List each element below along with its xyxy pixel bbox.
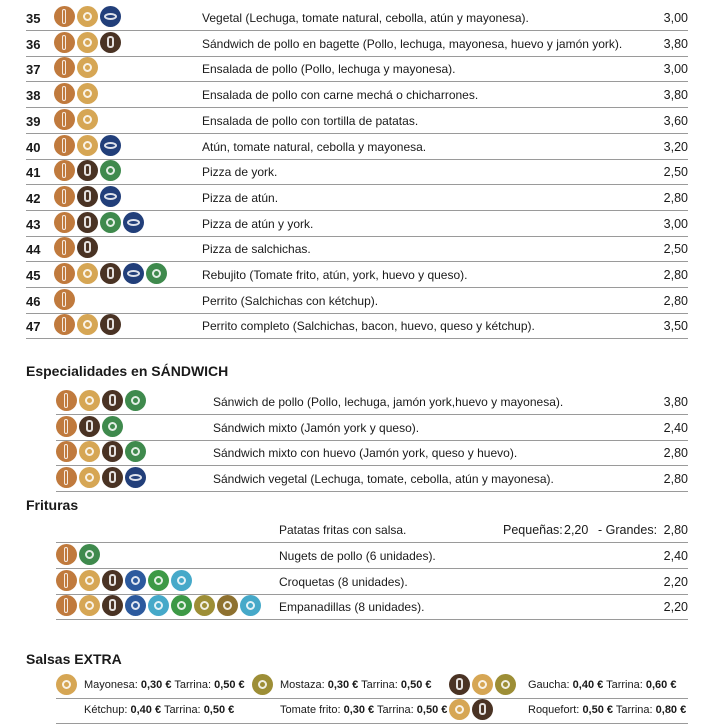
allergen-icons <box>54 212 144 233</box>
salsa-row <box>56 673 688 699</box>
gluten-icon <box>54 135 75 156</box>
milk-icon <box>449 674 470 695</box>
allergen-icons <box>56 390 146 411</box>
soy-icon <box>125 441 146 462</box>
item-description: Sándwich de pollo en bagette (Pollo, lechuga, mayonesa, huevo y jamón york). <box>202 36 623 51</box>
salsa-name: Gaucha: <box>528 679 570 691</box>
tarrina-label: Tarrina: <box>615 704 653 716</box>
egg-icon <box>79 441 100 462</box>
milk-icon <box>100 263 121 284</box>
tarrina-price: 0,50 € <box>214 679 245 691</box>
salsa-item <box>84 704 234 716</box>
gluten-icon <box>54 289 75 310</box>
salsa-name: Tomate frito: <box>280 704 341 716</box>
allergen-icons <box>449 699 493 720</box>
item-description: Empanadillas (8 unidades). <box>279 600 425 614</box>
item-number: 38 <box>26 88 41 104</box>
milk-icon <box>77 237 98 258</box>
egg-icon <box>77 83 98 104</box>
fish-icon <box>125 467 146 488</box>
fritura-row <box>56 594 688 620</box>
item-number: 39 <box>26 113 41 129</box>
gluten-icon <box>56 467 77 488</box>
egg-icon <box>79 467 100 488</box>
menu-item-row <box>26 134 688 160</box>
item-description: Rebujito (Tomate frito, atún, york, huevo y queso). <box>202 268 468 282</box>
section-title-sandwich: Especialidades en SÁNDWICH <box>26 363 229 379</box>
allergen-icons <box>56 595 261 616</box>
crustacean-icon <box>125 570 146 591</box>
egg-icon <box>77 6 98 27</box>
section-title-salsas: Salsas EXTRA <box>26 651 122 667</box>
egg-icon <box>77 263 98 284</box>
allergen-icons <box>54 263 167 284</box>
tarrina-price: 0,80 € <box>655 704 687 716</box>
gluten-icon <box>56 441 77 462</box>
milk-icon <box>102 570 123 591</box>
menu-item-row <box>26 211 688 237</box>
item-price: 3,80 <box>663 36 688 51</box>
size-small-label: Pequeñas: <box>503 523 563 537</box>
size-large-price: 2,80 <box>663 523 688 537</box>
gluten-icon <box>56 595 77 616</box>
item-number: 40 <box>26 139 41 155</box>
menu-item-row <box>26 159 688 185</box>
item-description: Pizza de atún. <box>202 190 279 205</box>
soy-icon <box>100 212 121 233</box>
allergen-icons <box>54 32 121 53</box>
item-price: 2,80 <box>663 190 688 205</box>
allergen-icons <box>56 416 123 437</box>
tarrina-label: Tarrina: <box>163 704 201 716</box>
allergen-icons <box>54 135 121 156</box>
item-description: Sánwich de pollo (Pollo, lechuga, jamón york,huevo y mayonesa). <box>213 395 564 409</box>
allergen-icons <box>56 467 146 488</box>
tarrina-label: Tarrina: <box>377 704 414 716</box>
egg-icon <box>77 32 98 53</box>
menu-item-row <box>26 31 688 57</box>
milk-icon <box>100 32 121 53</box>
item-price: 2,50 <box>663 242 688 257</box>
sandwich-row <box>56 415 688 441</box>
soy-icon <box>102 416 123 437</box>
sesame-icon <box>217 595 238 616</box>
mustard-icon <box>252 674 273 695</box>
tarrina-price: 0,60 € <box>645 679 677 691</box>
gluten-icon <box>54 263 75 284</box>
sandwich-row <box>56 466 688 492</box>
salsa-item <box>528 679 676 691</box>
item-number: 41 <box>26 165 41 181</box>
mollusc-icon <box>240 595 261 616</box>
salsa-price: 0,30 € <box>140 679 172 691</box>
celery-icon <box>171 595 192 616</box>
item-price: 2,80 <box>663 446 688 460</box>
egg-icon <box>77 109 98 130</box>
item-price: 2,80 <box>663 293 688 308</box>
egg-icon <box>79 390 100 411</box>
milk-icon <box>100 314 121 335</box>
tarrina-label: Tarrina: <box>606 679 643 691</box>
patatas-row <box>56 517 688 543</box>
gluten-icon <box>54 314 75 335</box>
milk-icon <box>77 160 98 181</box>
allergen-icons <box>449 674 516 695</box>
salsa-name: Kétchup: <box>84 704 128 716</box>
item-description: Pizza de york. <box>202 165 278 180</box>
allergen-icons <box>252 674 273 695</box>
salsa-price: 0,40 € <box>572 679 604 691</box>
item-price: 2,20 <box>663 600 688 614</box>
gluten-icon <box>54 237 75 258</box>
allergen-icons <box>54 6 121 27</box>
item-price: 3,00 <box>663 11 688 25</box>
allergen-icons <box>54 289 75 310</box>
salsa-name: Roquefort: <box>528 704 580 716</box>
item-description: Perrito completo (Salchichas, bacon, huevo, queso y kétchup). <box>202 319 535 334</box>
gluten-icon <box>54 83 75 104</box>
allergen-icons <box>54 109 98 130</box>
item-number: 36 <box>26 36 41 52</box>
allergen-icons <box>56 441 146 462</box>
allergen-icons <box>56 570 192 591</box>
crustacean-icon <box>125 595 146 616</box>
mollusc-icon <box>171 570 192 591</box>
item-description: Pizza de salchichas. <box>202 242 311 257</box>
menu-item-row <box>26 313 688 339</box>
fish-icon <box>100 6 121 27</box>
item-number: 37 <box>26 62 41 78</box>
item-price: 2,40 <box>663 549 688 563</box>
milk-icon <box>77 212 98 233</box>
menu-item-row <box>26 185 688 211</box>
salsa-name: Mayonesa: <box>84 679 138 691</box>
item-price: 3,00 <box>663 62 688 77</box>
milk-icon <box>102 467 123 488</box>
egg-icon <box>472 674 493 695</box>
tarrina-label: Tarrina: <box>361 679 398 691</box>
tarrina-price: 0,50 € <box>416 704 448 716</box>
egg-icon <box>79 595 100 616</box>
fish-icon <box>123 263 144 284</box>
gluten-icon <box>54 160 75 181</box>
gluten-icon <box>56 570 77 591</box>
salsa-price: 0,30 € <box>327 679 359 691</box>
milk-icon <box>102 390 123 411</box>
fish-icon <box>123 212 144 233</box>
gluten-icon <box>54 57 75 78</box>
salsa-item <box>84 679 245 691</box>
item-price: 2,80 <box>663 471 688 486</box>
soy-icon <box>100 160 121 181</box>
item-description: Patatas fritas con salsa. <box>279 523 407 537</box>
egg-icon <box>77 314 98 335</box>
item-price: 2,40 <box>663 420 688 435</box>
fish-icon <box>100 135 121 156</box>
mustard-icon <box>495 674 516 695</box>
item-price: 3,80 <box>663 395 688 409</box>
fritura-row <box>56 543 688 569</box>
allergen-icons <box>54 237 98 258</box>
item-price: 3,80 <box>663 88 688 103</box>
menu-item-row <box>26 56 688 82</box>
gluten-icon <box>54 109 75 130</box>
item-number: 35 <box>26 11 41 26</box>
sandwich-row <box>56 440 688 466</box>
salsa-name: Mostaza: <box>280 679 325 691</box>
egg-icon <box>77 57 98 78</box>
soy-icon <box>79 544 100 565</box>
item-number: 43 <box>26 216 41 232</box>
item-price: 3,20 <box>663 139 688 154</box>
allergen-icons <box>56 544 100 565</box>
item-description: Croquetas (8 unidades). <box>279 574 408 589</box>
item-price: 2,20 <box>663 574 688 589</box>
item-number: 47 <box>26 319 41 335</box>
soy-icon <box>125 390 146 411</box>
allergen-icons <box>54 160 121 181</box>
menu-item-row <box>26 236 688 262</box>
item-price: 3,50 <box>663 319 688 334</box>
item-price: 2,80 <box>663 268 688 282</box>
salsa-row <box>56 698 688 724</box>
gluten-icon <box>56 416 77 437</box>
item-number: 44 <box>26 242 41 258</box>
allergen-icons <box>54 83 98 104</box>
milk-icon <box>472 699 493 720</box>
item-price: 2,50 <box>663 165 688 180</box>
tarrina-price: 0,50 € <box>400 679 432 691</box>
milk-icon <box>102 441 123 462</box>
gluten-icon <box>56 544 77 565</box>
fish-icon <box>100 186 121 207</box>
item-description: Ensalada de pollo (Pollo, lechuga y mayonesa). <box>202 62 456 77</box>
menu-item-row <box>26 5 688 31</box>
item-description: Ensalada de pollo con carne mechá o chicharrones. <box>202 88 479 103</box>
tarrina-label: Tarrina: <box>174 679 212 691</box>
egg-icon <box>77 135 98 156</box>
sandwich-row <box>56 389 688 415</box>
allergen-icons <box>56 674 77 695</box>
item-description: Ensalada de pollo con tortilla de patatas. <box>202 113 419 128</box>
allergen-icons <box>54 314 121 335</box>
gluten-icon <box>54 6 75 27</box>
item-number: 45 <box>26 268 41 283</box>
tarrina-price: 0,50 € <box>203 704 235 716</box>
item-description: Sándwich vegetal (Lechuga, tomate, cebolla, atún y mayonesa). <box>213 471 554 486</box>
menu-item-row <box>26 82 688 108</box>
salsa-price: 0,30 € <box>343 704 375 716</box>
celery-icon <box>148 570 169 591</box>
salsa-item <box>528 704 686 716</box>
gluten-icon <box>54 32 75 53</box>
allergen-icons <box>54 57 98 78</box>
allergen-icons <box>54 186 121 207</box>
item-description: Vegetal (Lechuga, tomate natural, cebolla, atún y mayonesa). <box>202 11 529 25</box>
fritura-row <box>56 569 688 595</box>
salsa-price: 0,50 € <box>582 704 614 716</box>
item-price: 3,00 <box>663 216 688 231</box>
item-number: 46 <box>26 293 41 309</box>
milk-icon <box>77 186 98 207</box>
item-description: Sándwich mixto (Jamón york y queso). <box>213 420 420 435</box>
soy-icon <box>146 263 167 284</box>
egg-icon <box>449 699 470 720</box>
item-description: Atún, tomate natural, cebolla y mayonesa. <box>202 139 427 154</box>
egg-icon <box>79 570 100 591</box>
menu-item-row <box>26 108 688 134</box>
gluten-icon <box>56 390 77 411</box>
menu-item-row <box>26 288 688 314</box>
salsa-item <box>280 704 447 716</box>
salsa-item <box>280 679 432 691</box>
mustard-icon <box>194 595 215 616</box>
menu-item-row <box>26 262 688 288</box>
item-description: Perrito (Salchichas con kétchup). <box>202 293 379 308</box>
item-description: Nugets de pollo (6 unidades). <box>279 549 436 563</box>
milk-icon <box>102 595 123 616</box>
size-large-label: - Grandes: <box>598 523 658 537</box>
size-small-price: 2,20 <box>564 523 589 537</box>
gluten-icon <box>54 186 75 207</box>
item-description: Sándwich mixto con huevo (Jamón york, queso y huevo). <box>213 446 518 460</box>
gluten-icon <box>54 212 75 233</box>
egg-icon <box>56 674 77 695</box>
salsa-price: 0,40 € <box>130 704 162 716</box>
section-title-frituras: Frituras <box>26 497 79 513</box>
mollusc-icon <box>148 595 169 616</box>
item-number: 42 <box>26 190 41 206</box>
item-price: 3,60 <box>663 113 688 128</box>
milk-icon <box>79 416 100 437</box>
item-description: Pizza de atún y york. <box>202 216 314 231</box>
